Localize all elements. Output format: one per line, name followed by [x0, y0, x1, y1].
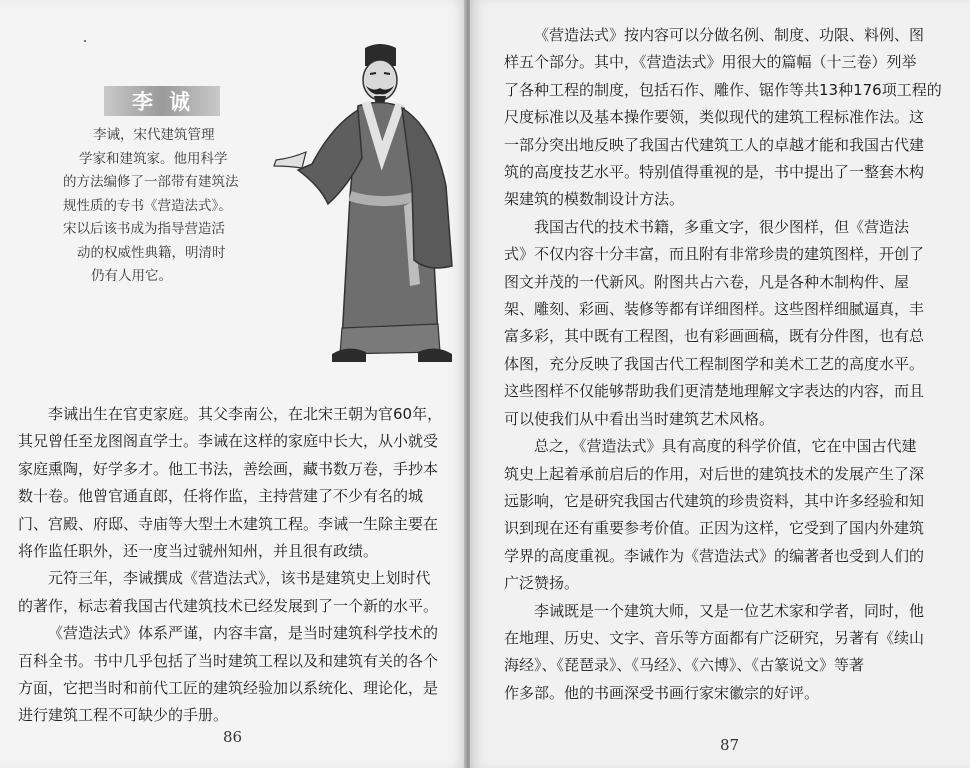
bio-line: 宋以后该书成为指导营造活 [63, 221, 225, 237]
bio-line: 学家和建筑家。他用科学 [79, 150, 228, 167]
text-line: 方面，它把当时和前代工匠的建筑经验加以系统化、理论化，是 [18, 679, 439, 698]
text-line: 尺度标准以及基本操作要领，类似现代的建筑工程标准作法。这 [504, 108, 925, 127]
text-line: 家庭熏陶，好学多才。他工书法，善绘画，藏书数万卷，手抄本 [18, 459, 439, 478]
page-number: 86 [223, 728, 243, 746]
left-page [0, 0, 466, 768]
person-name: 李诚 [132, 90, 206, 114]
text-line: 架建筑的模数制设计方法。 [504, 190, 685, 209]
text-line: 的著作，标志着我国古代建筑技术已经发展到了一个新的水平。 [18, 596, 439, 615]
text-line: 百科全书。书中几乎包括了当时建筑工程以及和建筑有关的各个 [18, 651, 439, 670]
print-speck [84, 40, 86, 42]
text-line: 作多部。他的书画深受书画行家宋徽宗的好评。 [504, 683, 820, 702]
text-line: 门、宫殿、府邸、寺庙等大型土木建筑工程。李诫一生除主要在 [18, 514, 439, 533]
bio-line: 仍有人用它。 [91, 268, 172, 284]
bio-line: 规性质的专书《营造法式》。 [63, 197, 232, 214]
text-line: 学界的高度重视。李诫作为《营造法式》的编著者也受到人们的 [504, 546, 925, 565]
text-line: 识到现在还有重要参考价值。正因为这样，它受到了国内外建筑 [504, 519, 925, 538]
text-line: 在地理、历史、文字、音乐等方面都有广泛研究，另著有《续山 [504, 628, 925, 647]
text-line: 广泛赞扬。 [504, 574, 580, 593]
bio-caption [56, 124, 276, 289]
text-line: 进行建筑工程不可缺少的手册。 [18, 706, 229, 725]
text-line: 这些图样不仅能够帮助我们更清楚地理解文字表达的内容，而且 [504, 382, 925, 401]
text-line: 了各种工程的制度，包括石作、雕作、锯作等共13种176项工程的 [504, 80, 942, 99]
text-line: 一部分突出地反映了我国古代建筑工人的卓越才能和我国古代建 [504, 135, 925, 154]
text-line: 我国古代的技术书籍，多重文字，很少图样，但《营造法 [534, 217, 910, 236]
text-line: 可以使我们从中看出当时建筑艺术风格。 [504, 409, 775, 428]
text-line: 《营造法式》体系严谨，内容丰富，是当时建筑科学技术的 [48, 624, 439, 643]
bio-line: 动的权威性典籍，明清时 [77, 244, 226, 261]
text-line: 将作监任职外，还一度当过虢州知州，并且很有政绩。 [18, 542, 379, 561]
page-number: 87 [720, 736, 740, 754]
text-line: 体图，充分反映了我国古代工程制图学和美术工艺的高度水平。 [504, 354, 925, 373]
text-line: 架、雕刻、彩画、装修等都有详细图样。这些图样细腻逼真，丰 [504, 300, 925, 319]
text-line: 其兄曾任至龙图阁直学士。李诫在这样的家庭中长大，从小就受 [18, 432, 439, 451]
text-line: 《营造法式》按内容可以分做名例、制度、功限、料例、图 [534, 26, 925, 44]
bio-line: 的方法编修了一部带有建筑法 [63, 174, 239, 190]
name-banner [104, 86, 220, 116]
text-line: 样五个部分。其中，《营造法式》用很大的篇幅（十三卷）列举 [504, 53, 917, 72]
text-line: 数十卷。他曾官通直郎，任将作监，主持营建了不少有名的城 [18, 487, 424, 506]
text-line: 李诫出生在官吏家庭。其父李南公，在北宋王朝为官60年， [48, 405, 443, 423]
li-jie-illustration [262, 36, 462, 376]
text-line: 富多彩，其中既有工程图，也有彩画画稿，既有分件图，也有总 [504, 327, 925, 346]
bio-line: 李诫，宋代建筑管理 [93, 127, 215, 143]
text-line: 筑的高度技艺水平。特别值得重视的是，书中提出了一整套木构 [504, 163, 925, 182]
text-line: 式》不仅内容十分丰富，而且附有非常珍贵的建筑图样，开创了 [504, 245, 925, 264]
text-line: 元符三年，李诫撰成《营造法式》，该书是建筑史上划时代 [48, 569, 431, 588]
text-line: 海经》、《琵琶录》、《马经》、《六博》、《古篆说文》等著 [504, 656, 865, 675]
text-line: 总之，《营造法式》具有高度的科学价值，它在中国古代建 [534, 437, 917, 456]
left-body-text [18, 401, 458, 730]
text-line: 图文并茂的一代新风。附图共占六卷，凡是各种木制构件、屋 [504, 272, 910, 291]
right-body-text [504, 22, 960, 707]
text-line: 远影响，它是研究我国古代建筑的珍贵资料，其中许多经验和知 [504, 491, 925, 510]
text-line: 李诫既是一个建筑大师，又是一位艺术家和学者，同时，他 [534, 601, 925, 620]
text-line: 筑史上起着承前启后的作用，对后世的建筑技术的发展产生了深 [504, 464, 925, 483]
